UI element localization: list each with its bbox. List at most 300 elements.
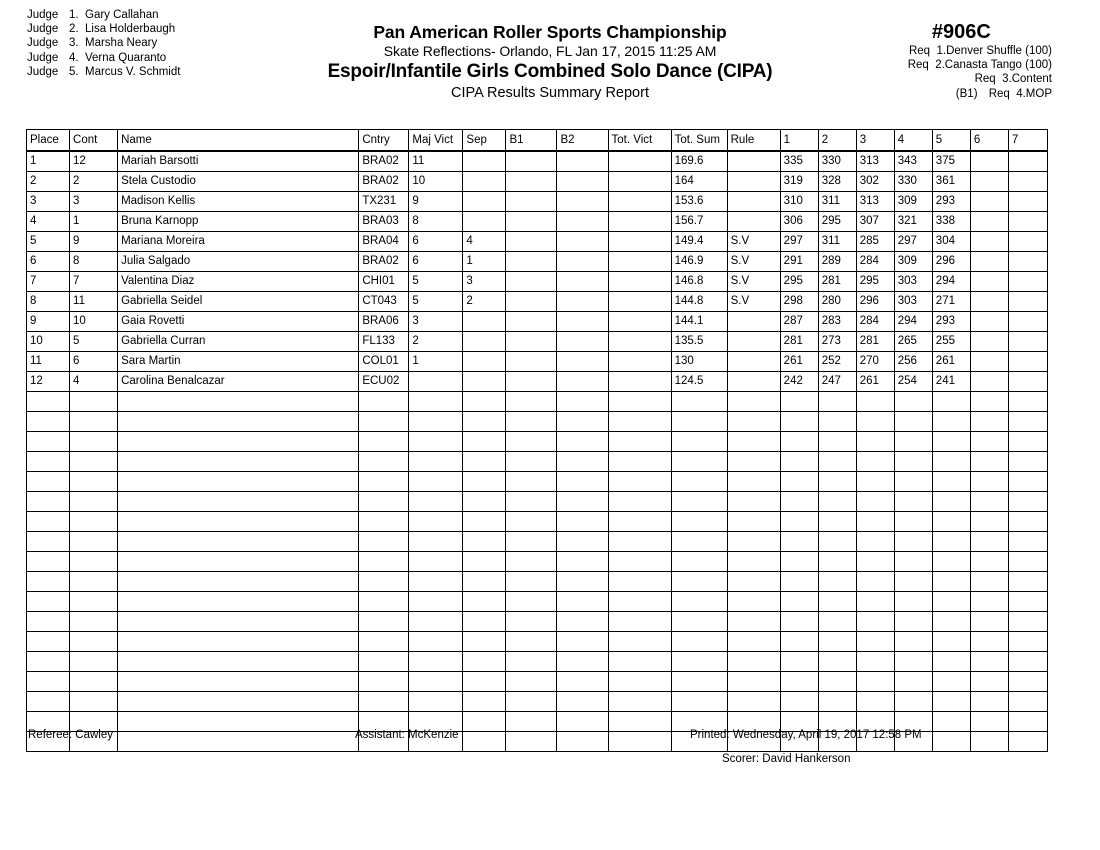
cell-b2 <box>557 252 608 272</box>
cell-empty <box>856 412 894 432</box>
cell-j2: 330 <box>818 151 856 172</box>
cell-name: Stela Custodio <box>118 172 359 192</box>
cell-empty <box>894 672 932 692</box>
cell-maj_vict: 2 <box>409 332 463 352</box>
cell-empty <box>932 692 970 712</box>
cell-empty <box>727 652 780 672</box>
cell-empty <box>557 672 608 692</box>
cell-empty <box>894 612 932 632</box>
cell-j1: 335 <box>780 151 818 172</box>
cell-place: 7 <box>27 272 70 292</box>
cell-empty <box>409 472 463 492</box>
cell-empty <box>932 492 970 512</box>
cell-empty <box>557 432 608 452</box>
cell-empty <box>1008 652 1047 672</box>
judge-word: Judge <box>27 65 59 78</box>
cell-tot_vict <box>608 352 671 372</box>
cell-empty <box>727 592 780 612</box>
cell-rule <box>727 151 780 172</box>
column-header: Cont <box>70 130 118 152</box>
cell-empty <box>727 572 780 592</box>
cell-empty <box>818 612 856 632</box>
cell-empty <box>506 492 557 512</box>
cell-empty <box>894 532 932 552</box>
cell-j4: 309 <box>894 252 932 272</box>
cell-empty <box>70 672 118 692</box>
cell-j5: 271 <box>932 292 970 312</box>
cell-j3: 270 <box>856 352 894 372</box>
venue-datetime: Skate Reflections- Orlando, FL Jan 17, 2015 11:25 AM <box>383 43 717 59</box>
cell-j2: 273 <box>818 332 856 352</box>
cell-tot_sum: 146.9 <box>671 252 727 272</box>
cell-tot_sum: 146.8 <box>671 272 727 292</box>
cell-empty <box>409 612 463 632</box>
cell-j5: 304 <box>932 232 970 252</box>
cell-empty <box>557 592 608 612</box>
cell-b2 <box>557 312 608 332</box>
cell-b1 <box>506 192 557 212</box>
cell-empty <box>780 592 818 612</box>
cell-empty <box>359 692 409 712</box>
cell-maj_vict: 6 <box>409 252 463 272</box>
event-code: #906C <box>931 21 991 43</box>
column-header: 5 <box>932 130 970 152</box>
cell-empty <box>818 592 856 612</box>
cell-empty <box>27 472 70 492</box>
cell-b1 <box>506 272 557 292</box>
cell-j2: 283 <box>818 312 856 332</box>
table-row <box>27 192 1048 212</box>
cell-name: Mariana Moreira <box>118 232 359 252</box>
cell-j2: 252 <box>818 352 856 372</box>
cell-empty <box>463 412 506 432</box>
cell-empty <box>27 672 70 692</box>
cell-empty <box>780 432 818 452</box>
cell-b2 <box>557 172 608 192</box>
judge-name: Gary Callahan <box>85 9 159 21</box>
cell-empty <box>359 432 409 452</box>
judge-number: 5. <box>69 65 79 78</box>
cell-cont: 11 <box>70 292 118 312</box>
cell-empty <box>557 692 608 712</box>
cell-empty <box>27 432 70 452</box>
cell-j2: 328 <box>818 172 856 192</box>
cell-b1 <box>506 292 557 312</box>
cell-b2 <box>557 212 608 232</box>
cell-empty <box>932 592 970 612</box>
column-header: Tot. Sum <box>671 130 727 152</box>
cell-empty <box>70 452 118 472</box>
cell-empty <box>856 432 894 452</box>
cell-place: 11 <box>27 352 70 372</box>
cell-rule: S.V <box>727 252 780 272</box>
cell-empty <box>70 652 118 672</box>
cell-cntry: CT043 <box>359 292 409 312</box>
cell-empty <box>671 672 727 692</box>
cell-j4: 265 <box>894 332 932 352</box>
cell-empty <box>409 572 463 592</box>
cell-empty <box>557 412 608 432</box>
cell-empty <box>856 392 894 412</box>
cell-j7 <box>1008 272 1047 292</box>
cell-maj_vict: 6 <box>409 232 463 252</box>
cell-empty <box>359 612 409 632</box>
cell-j1: 281 <box>780 332 818 352</box>
cell-place: 9 <box>27 312 70 332</box>
cell-cntry: BRA02 <box>359 151 409 172</box>
cell-empty <box>671 552 727 572</box>
cell-empty <box>932 672 970 692</box>
cell-j3: 284 <box>856 252 894 272</box>
cell-j7 <box>1008 172 1047 192</box>
cell-empty <box>118 412 359 432</box>
cell-empty <box>727 392 780 412</box>
cell-j1: 261 <box>780 352 818 372</box>
cell-empty <box>70 572 118 592</box>
cell-rule <box>727 332 780 352</box>
cell-empty <box>608 412 671 432</box>
judge-number: 4. <box>69 51 79 64</box>
cell-empty <box>894 412 932 432</box>
cell-empty <box>856 532 894 552</box>
cell-tot_vict <box>608 372 671 392</box>
cell-empty <box>671 392 727 412</box>
table-row-empty <box>27 652 1048 672</box>
column-header: 1 <box>780 130 818 152</box>
cell-tot_vict <box>608 232 671 252</box>
judge-word: Judge <box>27 51 59 64</box>
cell-j4: 309 <box>894 192 932 212</box>
cell-cont: 4 <box>70 372 118 392</box>
cell-empty <box>727 452 780 472</box>
table-row <box>27 151 1048 172</box>
judge-name: Verna Quaranto <box>85 51 167 64</box>
cell-empty <box>894 652 932 672</box>
cell-empty <box>506 632 557 652</box>
cell-tot_sum: 164 <box>671 172 727 192</box>
cell-empty <box>894 452 932 472</box>
requirement-name: MOP <box>1025 87 1052 100</box>
cell-empty <box>780 632 818 652</box>
cell-empty <box>780 392 818 412</box>
cell-empty <box>608 652 671 672</box>
cell-empty <box>118 572 359 592</box>
cell-empty <box>463 692 506 712</box>
table-row-empty <box>27 672 1048 692</box>
cell-cntry: ECU02 <box>359 372 409 392</box>
cell-empty <box>359 452 409 472</box>
cell-empty <box>506 692 557 712</box>
cell-cont: 3 <box>70 192 118 212</box>
cell-j5: 293 <box>932 192 970 212</box>
cell-empty <box>27 592 70 612</box>
cell-empty <box>506 552 557 572</box>
requirement-prefix: (B1) <box>955 87 978 100</box>
column-header: 7 <box>1008 130 1047 152</box>
cell-empty <box>608 672 671 692</box>
requirement-entry <box>875 44 1052 58</box>
cell-empty <box>118 592 359 612</box>
cell-empty <box>780 472 818 492</box>
requirement-word: Req <box>908 45 931 57</box>
cell-j3: 261 <box>856 372 894 392</box>
cell-empty <box>894 592 932 612</box>
cell-maj_vict: 8 <box>409 212 463 232</box>
cell-j6 <box>970 292 1008 312</box>
cell-empty <box>856 672 894 692</box>
cell-empty <box>856 652 894 672</box>
cell-tot_vict <box>608 272 671 292</box>
requirement-number: 1. <box>936 45 947 57</box>
cell-b2 <box>557 292 608 312</box>
cell-place: 6 <box>27 252 70 272</box>
cell-empty <box>671 692 727 712</box>
cell-empty <box>780 572 818 592</box>
cell-rule <box>727 212 780 232</box>
cell-maj_vict: 1 <box>409 352 463 372</box>
cell-empty <box>727 672 780 692</box>
judge-name: Marcus V. Schmidt <box>85 65 181 78</box>
cell-empty <box>70 392 118 412</box>
cell-cont: 1 <box>70 212 118 232</box>
cell-cont: 6 <box>70 352 118 372</box>
cell-empty <box>818 672 856 692</box>
cell-empty <box>506 612 557 632</box>
cell-empty <box>856 632 894 652</box>
cell-empty <box>1008 672 1047 692</box>
cell-empty <box>463 432 506 452</box>
cell-empty <box>1008 472 1047 492</box>
cell-empty <box>608 492 671 512</box>
cell-empty <box>856 492 894 512</box>
cell-empty <box>118 452 359 472</box>
cell-maj_vict: 9 <box>409 192 463 212</box>
cell-b1 <box>506 352 557 372</box>
cell-empty <box>27 632 70 652</box>
cell-empty <box>608 692 671 712</box>
report-header <box>0 0 1100 118</box>
cell-empty <box>118 492 359 512</box>
cell-empty <box>557 572 608 592</box>
cell-empty <box>409 692 463 712</box>
cell-empty <box>780 692 818 712</box>
cell-empty <box>856 452 894 472</box>
cell-empty <box>359 572 409 592</box>
cell-empty <box>671 472 727 492</box>
cell-j5: 338 <box>932 212 970 232</box>
cell-empty <box>1008 492 1047 512</box>
cell-empty <box>409 632 463 652</box>
requirement-name: Canasta Tango (100) <box>944 59 1052 72</box>
cell-empty <box>557 452 608 472</box>
cell-j7 <box>1008 332 1047 352</box>
cell-empty <box>818 532 856 552</box>
cell-empty <box>27 552 70 572</box>
table-row-empty <box>27 552 1048 572</box>
report-subtitle: CIPA Results Summary Report <box>451 85 649 101</box>
cell-empty <box>818 412 856 432</box>
cell-place: 10 <box>27 332 70 352</box>
cell-tot_sum: 130 <box>671 352 727 372</box>
cell-empty <box>506 392 557 412</box>
cell-j3: 307 <box>856 212 894 232</box>
cell-empty <box>70 532 118 552</box>
cell-maj_vict: 5 <box>409 292 463 312</box>
cell-empty <box>1008 612 1047 632</box>
cell-sep <box>463 212 506 232</box>
assistant-label: Assistant: McKenzie <box>355 729 459 741</box>
cell-empty <box>932 572 970 592</box>
cell-empty <box>894 392 932 412</box>
cell-empty <box>1008 432 1047 452</box>
cell-empty <box>608 432 671 452</box>
column-header: Place <box>27 130 70 152</box>
cell-j4: 297 <box>894 232 932 252</box>
cell-empty <box>1008 552 1047 572</box>
cell-empty <box>780 532 818 552</box>
cell-empty <box>671 652 727 672</box>
cell-empty <box>780 652 818 672</box>
cell-j2: 311 <box>818 232 856 252</box>
cell-tot_sum: 149.4 <box>671 232 727 252</box>
cell-j6 <box>970 151 1008 172</box>
cell-empty <box>463 552 506 572</box>
cell-tot_sum: 144.1 <box>671 312 727 332</box>
cell-place: 3 <box>27 192 70 212</box>
cell-empty <box>557 632 608 652</box>
cell-empty <box>359 392 409 412</box>
cell-name: Gaia Rovetti <box>118 312 359 332</box>
cell-cntry: COL01 <box>359 352 409 372</box>
event-title: Espoir/Infantile Girls Combined Solo Dance (CIPA) <box>327 61 773 82</box>
cell-tot_sum: 135.5 <box>671 332 727 352</box>
cell-tot_vict <box>608 151 671 172</box>
cell-maj_vict: 11 <box>409 151 463 172</box>
cell-empty <box>970 472 1008 492</box>
cell-empty <box>970 672 1008 692</box>
cell-b1 <box>506 312 557 332</box>
cell-empty <box>671 452 727 472</box>
cell-j5: 261 <box>932 352 970 372</box>
requirement-number: 3. <box>1002 73 1012 86</box>
cell-maj_vict: 5 <box>409 272 463 292</box>
cell-empty <box>70 412 118 432</box>
cell-empty <box>608 612 671 632</box>
cell-b2 <box>557 352 608 372</box>
cell-empty <box>70 612 118 632</box>
cell-empty <box>856 612 894 632</box>
cell-cntry: FL133 <box>359 332 409 352</box>
cell-j6 <box>970 192 1008 212</box>
cell-place: 1 <box>27 151 70 172</box>
cell-b1 <box>506 212 557 232</box>
cell-empty <box>557 652 608 672</box>
cell-cont: 7 <box>70 272 118 292</box>
cell-empty <box>894 552 932 572</box>
cell-empty <box>970 392 1008 412</box>
cell-j1: 298 <box>780 292 818 312</box>
cell-j7 <box>1008 292 1047 312</box>
cell-empty <box>118 612 359 632</box>
judge-name: Marsha Neary <box>85 37 158 50</box>
referee-label: Referee: Cawley <box>28 729 114 741</box>
cell-empty <box>671 492 727 512</box>
cell-empty <box>359 652 409 672</box>
cell-empty <box>506 412 557 432</box>
requirement-number: 2. <box>935 59 945 72</box>
cell-rule <box>727 352 780 372</box>
cell-rule <box>727 372 780 392</box>
cell-empty <box>727 612 780 632</box>
cell-empty <box>506 672 557 692</box>
cell-empty <box>506 432 557 452</box>
cell-j4: 256 <box>894 352 932 372</box>
cell-empty <box>27 652 70 672</box>
cell-empty <box>671 572 727 592</box>
cell-empty <box>27 692 70 712</box>
cell-j3: 302 <box>856 172 894 192</box>
cell-tot_vict <box>608 212 671 232</box>
cell-j6 <box>970 312 1008 332</box>
cell-empty <box>70 552 118 572</box>
cell-empty <box>818 452 856 472</box>
cell-empty <box>818 472 856 492</box>
cell-empty <box>1008 412 1047 432</box>
cell-empty <box>970 692 1008 712</box>
results-table-wrap <box>26 129 1048 752</box>
requirement-entry <box>875 72 1052 86</box>
cell-empty <box>27 392 70 412</box>
cell-empty <box>409 652 463 672</box>
cell-j1: 306 <box>780 212 818 232</box>
cell-j7 <box>1008 151 1047 172</box>
table-row-empty <box>27 692 1048 712</box>
cell-cont: 10 <box>70 312 118 332</box>
cell-tot_sum: 144.8 <box>671 292 727 312</box>
cell-j5: 361 <box>932 172 970 192</box>
cell-j5: 296 <box>932 252 970 272</box>
cell-empty <box>557 552 608 572</box>
cell-cntry: BRA06 <box>359 312 409 332</box>
cell-rule <box>727 172 780 192</box>
cell-empty <box>359 592 409 612</box>
cell-rule: S.V <box>727 232 780 252</box>
cell-empty <box>27 612 70 632</box>
cell-empty <box>894 692 932 712</box>
cell-j4: 343 <box>894 151 932 172</box>
cell-empty <box>27 512 70 532</box>
cell-empty <box>409 432 463 452</box>
cell-empty <box>1008 532 1047 552</box>
cell-empty <box>856 512 894 532</box>
cell-j6 <box>970 212 1008 232</box>
cell-empty <box>818 692 856 712</box>
cell-b2 <box>557 232 608 252</box>
cell-empty <box>1008 592 1047 612</box>
cell-place: 2 <box>27 172 70 192</box>
cell-empty <box>970 512 1008 532</box>
cell-j4: 294 <box>894 312 932 332</box>
cell-empty <box>463 532 506 552</box>
scorer-label: Scorer: David Hankerson <box>722 753 851 765</box>
table-row-empty <box>27 412 1048 432</box>
cell-empty <box>671 612 727 632</box>
cell-empty <box>1008 392 1047 412</box>
cell-empty <box>727 432 780 452</box>
cell-name: Julia Salgado <box>118 252 359 272</box>
cell-b2 <box>557 192 608 212</box>
table-row <box>27 312 1048 332</box>
